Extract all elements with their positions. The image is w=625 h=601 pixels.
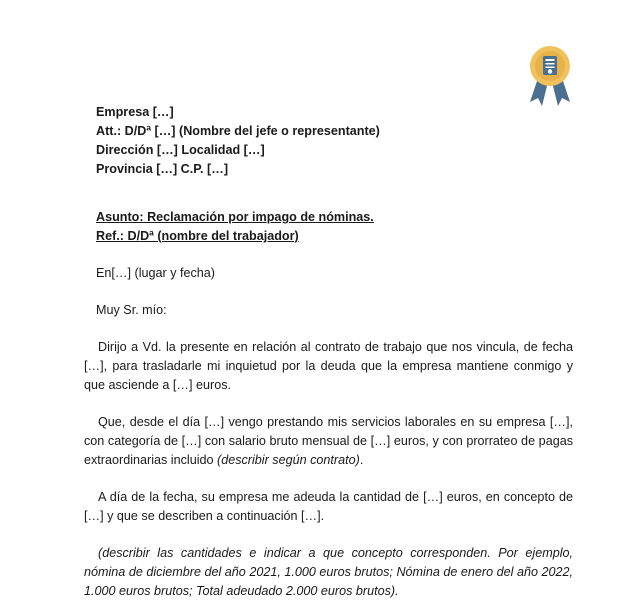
letter-body (84, 103, 573, 601)
subject-line: Asunto: Reclamación por impago de nóminas. (96, 210, 374, 224)
paragraph-3-text: A día de la fecha, su empresa me adeuda la cantidad de […] euros, en concepto de […] y que se describen a continuación […]. (84, 490, 573, 523)
paragraph-3 (84, 488, 573, 526)
recipient-block (96, 103, 573, 179)
place-date: En[…] (lugar y fecha) (96, 266, 215, 280)
reference-line: Ref.: D/Dª (nombre del trabajador) (96, 229, 299, 243)
certified-document-badge-icon (526, 44, 574, 106)
paragraph-2 (84, 413, 573, 470)
paragraph-4-text: (describir las cantidades e indicar a que concepto corresponden. Por ejemplo, nómina de diciembre del año 2021, 1.000 euros brutos; Nómina de enero del año 2022, 1.000 euros brutos; Total adeudado 2.000 euros brutos). (84, 546, 573, 598)
recipient-company: Empresa […] (96, 105, 174, 119)
greeting: Muy Sr. mío: (96, 303, 167, 317)
recipient-address: Dirección […] Localidad […] (96, 143, 265, 157)
paragraph-4 (84, 544, 573, 601)
recipient-province: Provincia […] C.P. […] (96, 162, 229, 176)
paragraph-1-text: Dirijo a Vd. la presente en relación al contrato de trabajo que nos vincula, de fecha […], para trasladarle mi inquietud por la deuda que la empresa mantiene conmigo y que asciende a […] euros. (84, 340, 573, 392)
subject-block (96, 208, 573, 246)
paragraph-2-text: Que, desde el día […] vengo prestando mis servicios laborales en su empresa […], con categoría de […] con salario bruto mensual de […] euros, y con prorrateo de pagas extraordinarias incluido (84, 415, 573, 467)
recipient-attention: Att.: D/Dª […] (Nombre del jefe o representante) (96, 124, 380, 138)
paragraph-2-italic: (describir según contrato) (217, 453, 360, 467)
paragraph-2-end: . (359, 453, 364, 467)
paragraph-1 (84, 338, 573, 395)
